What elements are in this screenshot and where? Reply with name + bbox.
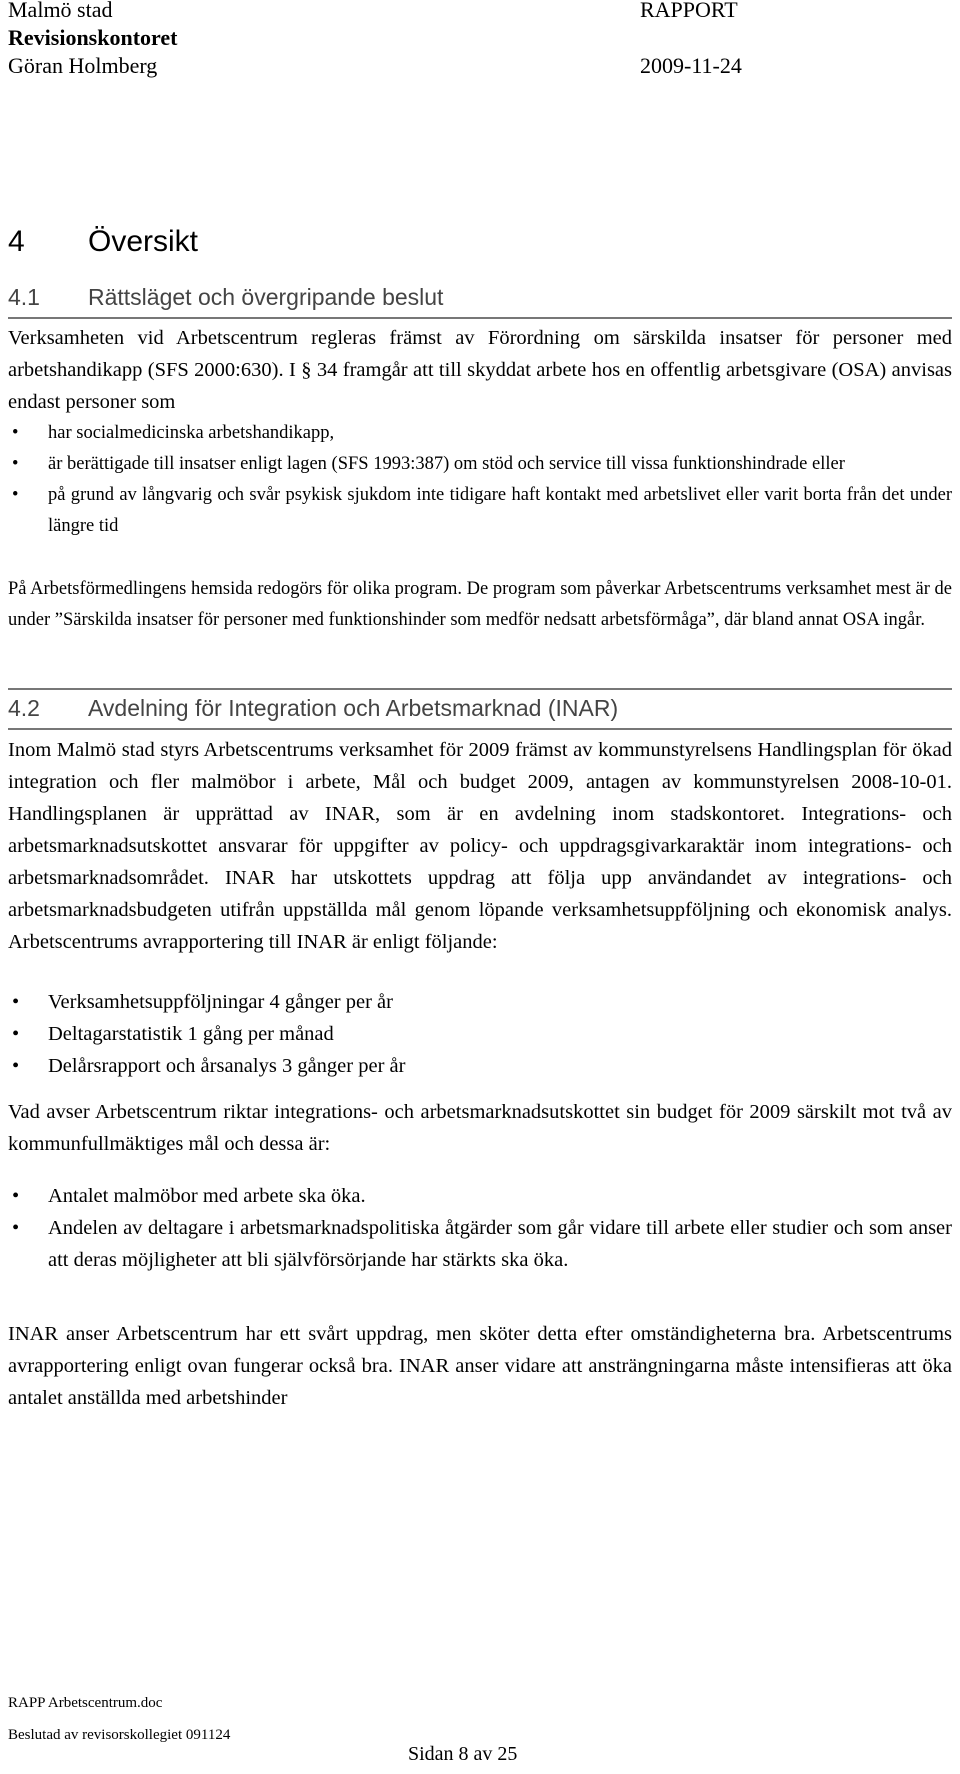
subsection-number: 4.2 <box>8 695 40 721</box>
section-title: Översikt <box>88 225 199 258</box>
bullet-icon: • <box>12 1185 20 1207</box>
bullet-icon: • <box>12 1217 20 1239</box>
list-item: • har socialmedicinska arbetshandikapp, <box>8 418 952 449</box>
paragraph-4-1-outro: På Arbetsförmedlingens hemsida redogörs för olika program. De program som påverkar Arbetscentrums verksamhet mest är de under ”Särskilda insatser för personer med funktionshinder som medför nedsatt arbetsförmåga”, där bland annat OSA ingår. <box>8 579 952 630</box>
subsection-heading-4-1 <box>8 282 443 312</box>
footer-filename: RAPP Arbetscentrum.doc <box>8 1695 163 1711</box>
list-item: • Antalet malmöbor med arbete ska öka. <box>8 1180 952 1212</box>
paragraph-4-1-intro: Verksamheten vid Arbetscentrum regleras främst av Förordning om särskilda insatser för personer med arbetshandikapp (SFS 2000:630). I § 34 framgår att till skyddat arbete hos en offentlig arbetsgivare (OSA) anvisas endast personer som <box>8 327 952 413</box>
section-number: 4 <box>8 225 25 258</box>
bullet-icon: • <box>12 991 20 1013</box>
list-item: • Andelen av deltagare i arbetsmarknadspolitiska åtgärder som går vidare till arbete eller studier och som anser att deras möjligheter att bli självförsörjande har stärkts ska öka. <box>8 1212 952 1276</box>
page-number: Sidan 8 av 25 <box>408 1743 518 1765</box>
header-author: Göran Holmberg <box>8 53 158 78</box>
bullet-list-reporting <box>8 986 952 1082</box>
header-org: Malmö stad <box>8 0 113 22</box>
subsection-title: Avdelning för Integration och Arbetsmarknad (INAR) <box>88 695 619 721</box>
list-item: • är berättigade till insatser enligt lagen (SFS 1993:387) om stöd och service till vissa funktionshindrade eller <box>8 449 952 480</box>
subsection-heading-4-2 <box>8 693 618 723</box>
heading-underline <box>8 317 952 319</box>
heading-overline <box>8 688 952 690</box>
header-date: 2009-11-24 <box>640 53 742 78</box>
bullet-list-4-1 <box>8 418 952 542</box>
paragraph-4-2-main: Inom Malmö stad styrs Arbetscentrums verksamhet för 2009 främst av kommunstyrelsens Handlingsplan för ökad integration och fler malmöbor i arbete, Mål och budget 2009, antagen av kommunstyrelsen 2008-10-01. Handlingsplanen är upprättad av INAR, som är en avdelning inom stadskontoret. Integrations- och arbetsmarknadsutskottet ansvarar för uppgifter av policy- och uppdragsgivarkaraktär inom integrations- och arbetsmarknadsområdet. INAR har utskottets uppdrag att följa upp användandet av integrations- och arbetsmarknadsbudgeten utifrån uppställda mål genom löpande verksamhetsuppföljning och ekonomisk analys. Arbetscentrums avrapportering till INAR är enligt följande: <box>8 739 952 953</box>
bullet-icon: • <box>12 485 19 505</box>
list-item: • Delårsrapport och årsanalys 3 gånger per år <box>8 1050 952 1082</box>
bullet-icon: • <box>12 1023 20 1045</box>
paragraph-4-2-assessment: INAR anser Arbetscentrum har ett svårt uppdrag, men sköter detta efter omständigheterna bra. Arbetscentrums avrapportering enligt ovan fungerar också bra. INAR anser vidare att ansträngningarna måste intensifieras att öka antalet anställda med arbetshinder <box>8 1323 952 1409</box>
subsection-number: 4.1 <box>8 284 40 310</box>
list-item: • Verksamhetsuppföljningar 4 gånger per år <box>8 986 952 1018</box>
bullet-icon: • <box>12 1055 20 1077</box>
list-item: • på grund av långvarig och svår psykisk sjukdom inte tidigare haft kontakt med arbetslivet eller varit borta från det under längre tid <box>8 480 952 542</box>
footer-approved: Beslutad av revisorskollegiet 091124 <box>8 1727 231 1743</box>
subsection-title: Rättsläget och övergripande beslut <box>88 284 444 310</box>
list-item: • Deltagarstatistik 1 gång per månad <box>8 1018 952 1050</box>
header-dept: Revisionskontoret <box>8 25 178 50</box>
bullet-list-goals <box>8 1180 952 1276</box>
paragraph-4-2-budget: Vad avser Arbetscentrum riktar integrations- och arbetsmarknadsutskottet sin budget för 2009 särskilt mot två av kommunfullmäktiges mål och dessa är: <box>8 1101 952 1155</box>
heading-underline <box>8 728 952 730</box>
header-doc-type: RAPPORT <box>640 0 738 22</box>
bullet-icon: • <box>12 454 19 474</box>
bullet-icon: • <box>12 423 19 443</box>
section-heading <box>8 224 198 260</box>
